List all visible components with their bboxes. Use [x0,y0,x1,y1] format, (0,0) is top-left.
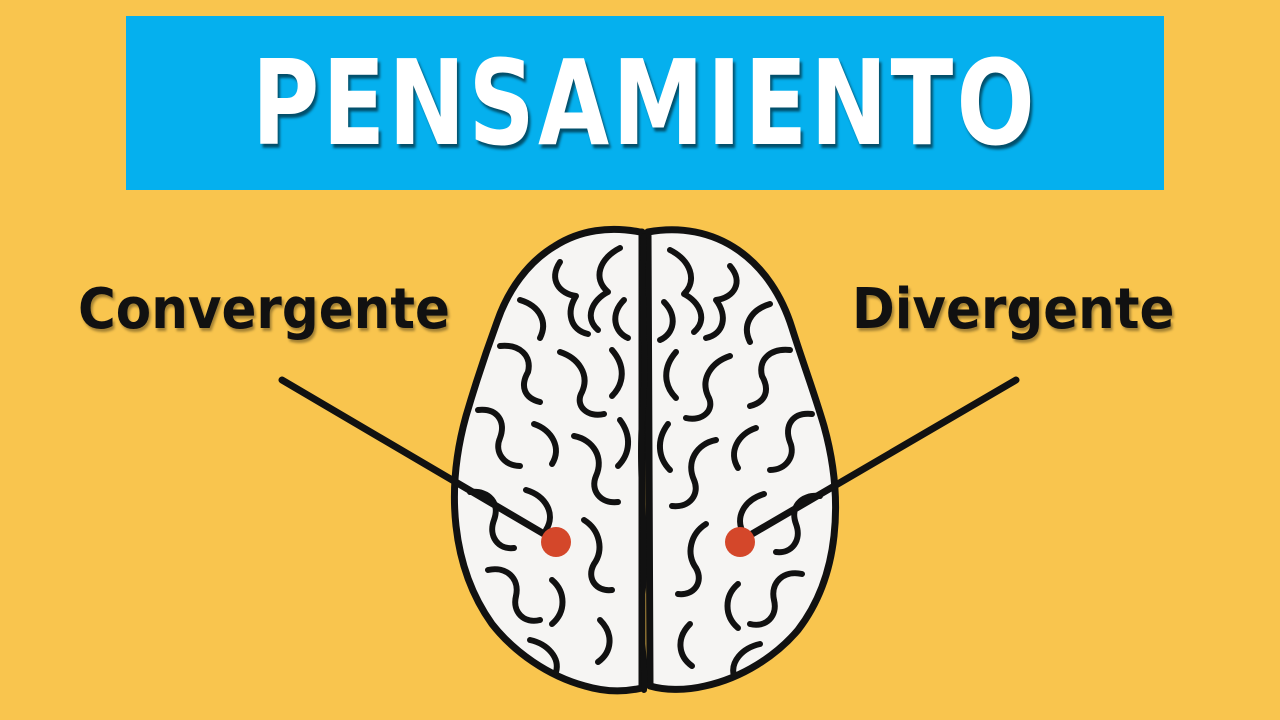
page-title: PENSAMIENTO [252,34,1038,172]
title-banner [126,16,1164,190]
convergente-label: Convergente [78,277,450,342]
brain-top-view-icon [454,229,835,690]
divergente-marker-dot [725,527,755,557]
brain-central-fissure [641,236,644,690]
divergente-label: Divergente [852,277,1175,342]
convergente-marker-dot [541,527,571,557]
